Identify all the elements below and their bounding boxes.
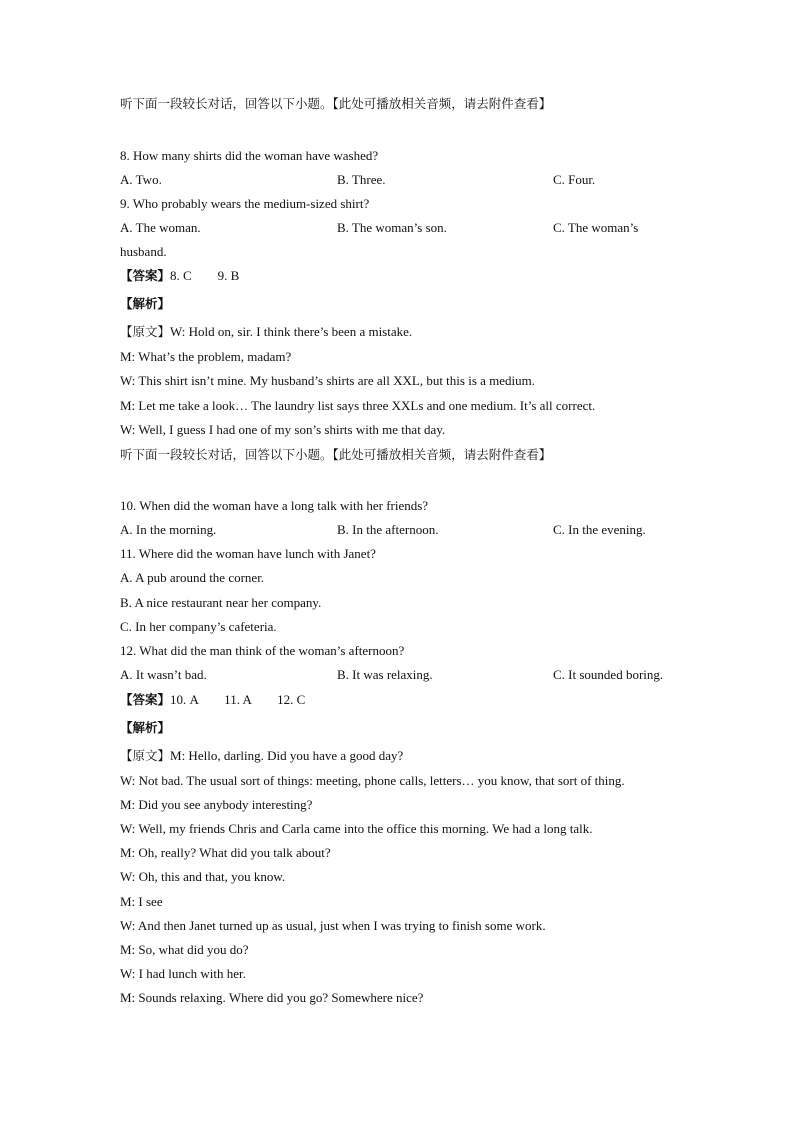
q11-option-b: B. A nice restaurant near her company. [120, 595, 322, 610]
source-tag: 【原文】 [120, 748, 171, 763]
q12-option-c: C. It sounded boring. [553, 667, 664, 682]
q9-option-b: B. The woman’s son. [337, 220, 447, 235]
transcript-line [120, 324, 412, 340]
transcript-line [120, 748, 403, 764]
answer-line-2 [120, 692, 305, 708]
transcript-line: W: Not bad. The usual sort of things: meeting, phone calls, letters… you know, that sort of thing. [120, 773, 625, 788]
q10-option-c: C. In the evening. [553, 522, 646, 537]
transcript-line: M: Did you see anybody interesting? [120, 797, 313, 812]
transcript-line: W: Oh, this and that, you know. [120, 869, 286, 884]
transcript-line: W: I had lunch with her. [120, 966, 246, 981]
transcript-line: W: And then Janet turned up as usual, just when I was trying to finish some work. [120, 918, 546, 933]
q9-stem: 9. Who probably wears the medium-sized shirt? [120, 196, 370, 211]
q11-option-c: C. In her company’s cafeteria. [120, 619, 277, 634]
source-tag: 【原文】 [120, 324, 171, 339]
q9-option-a: A. The woman. [120, 220, 201, 235]
section2-instruction: 听下面一段较长对话，回答以下小题。【此处可播放相关音频，请去附件查看】 [120, 447, 552, 462]
transcript-line: M: What’s the problem, madam? [120, 349, 292, 364]
answer-tag: 【答案】 [120, 268, 171, 283]
q12-stem: 12. What did the man think of the woman’s afternoon? [120, 643, 405, 658]
q8-stem: 8. How many shirts did the woman have washed? [120, 148, 379, 163]
q8-option-b: B. Three. [337, 172, 386, 187]
transcript-line: W: This shirt isn’t mine. My husband’s shirts are all XXL, but this is a medium. [120, 373, 536, 388]
q8-option-a: A. Two. [120, 172, 162, 187]
section1-instruction: 听下面一段较长对话，回答以下小题。【此处可播放相关音频，请去附件查看】 [120, 96, 552, 111]
q8-option-c: C. Four. [553, 172, 596, 187]
q12-option-b: B. It was relaxing. [337, 667, 433, 682]
transcript-line: M: I see [120, 894, 163, 909]
q9-option-c: C. The woman’s [553, 220, 639, 235]
q11-option-a: A. A pub around the corner. [120, 570, 265, 585]
transcript-line: M: Let me take a look… The laundry list says three XXLs and one medium. It’s all correct. [120, 398, 596, 413]
q10-option-b: B. In the afternoon. [337, 522, 439, 537]
transcript-line: W: Well, my friends Chris and Carla came into the office this morning. We had a long talk. [120, 821, 593, 836]
transcript-line: M: So, what did you do? [120, 942, 249, 957]
transcript-text: M: Hello, darling. Did you have a good day? [170, 748, 404, 763]
q9-option-c-continued: husband. [120, 244, 167, 259]
q10-option-a: A. In the morning. [120, 522, 217, 537]
q12-option-a: A. It wasn’t bad. [120, 667, 207, 682]
analysis-tag: 【解析】 [120, 720, 171, 735]
q11-stem: 11. Where did the woman have lunch with Janet? [120, 546, 376, 561]
analysis-tag: 【解析】 [120, 296, 171, 311]
answer-tag: 【答案】 [120, 692, 171, 707]
answer-text: 10. A 11. A 12. C [170, 692, 306, 707]
q10-stem: 10. When did the woman have a long talk with her friends? [120, 498, 429, 513]
answer-text: 8. C 9. B [170, 268, 240, 283]
transcript-line: M: Oh, really? What did you talk about? [120, 845, 331, 860]
transcript-line: M: Sounds relaxing. Where did you go? Somewhere nice? [120, 990, 424, 1005]
transcript-line: W: Well, I guess I had one of my son’s shirts with me that day. [120, 422, 446, 437]
answer-line-1 [120, 268, 239, 284]
transcript-text: W: Hold on, sir. I think there’s been a mistake. [170, 324, 413, 339]
